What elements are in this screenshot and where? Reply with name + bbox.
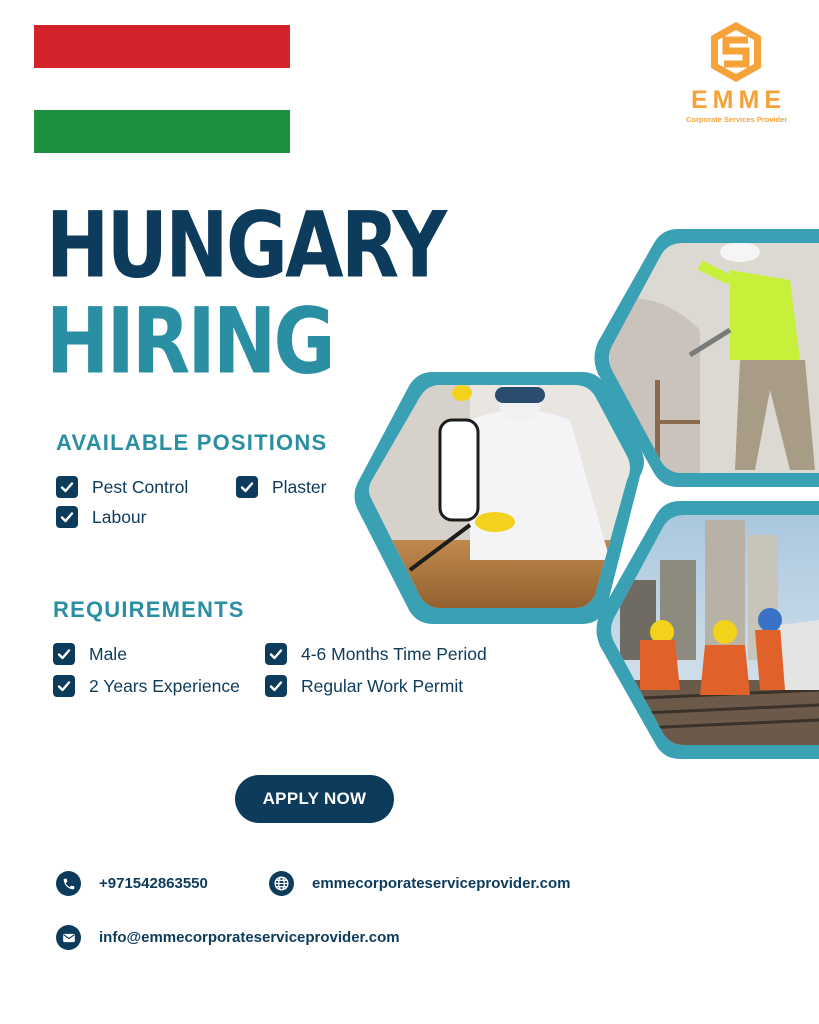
contact-website[interactable]: [269, 871, 570, 896]
check-icon: [236, 476, 258, 498]
hungary-flag: [34, 25, 290, 153]
position-label: Pest Control: [92, 476, 189, 497]
check-icon: [53, 675, 75, 697]
requirement-label: Male: [89, 643, 127, 664]
plaster-photo-frame: [595, 229, 819, 487]
email-address: info@emmecorporateserviceprovider.com: [99, 929, 400, 946]
check-icon: [265, 675, 287, 697]
position-item: [56, 476, 188, 498]
logo-tagline: Corporate Services Provider: [686, 115, 788, 124]
position-label: Plaster: [272, 476, 327, 497]
emme-logo: [686, 20, 786, 124]
flag-stripe-red: [34, 25, 290, 68]
requirement-item: [53, 675, 240, 697]
website-url: emmecorporateserviceprovider.com: [312, 875, 571, 892]
pest-control-photo: [360, 378, 640, 620]
requirement-item: [265, 675, 463, 697]
check-icon: [53, 643, 75, 665]
position-label: Labour: [92, 506, 147, 527]
contact-phone[interactable]: [56, 871, 208, 896]
logo-wordmark: EMME: [691, 86, 786, 114]
phone-number: +971542863550: [99, 875, 208, 892]
logo-mark-icon: [708, 20, 764, 84]
requirement-label: 2 Years Experience: [89, 675, 240, 696]
check-icon: [56, 506, 78, 528]
requirement-label: 4-6 Months Time Period: [301, 643, 487, 664]
plaster-photo: [600, 240, 819, 480]
pest-control-photo-frame: [355, 372, 645, 624]
labour-photo: [600, 510, 819, 750]
check-icon: [265, 643, 287, 665]
phone-icon: [56, 871, 81, 896]
check-icon: [56, 476, 78, 498]
position-item: [56, 506, 147, 528]
apply-now-button[interactable]: APPLY NOW: [235, 775, 394, 823]
flag-stripe-green: [34, 110, 290, 153]
positions-title: AVAILABLE POSITIONS: [56, 430, 328, 455]
requirement-label: Regular Work Permit: [301, 675, 464, 696]
mail-icon: [56, 925, 81, 950]
flag-stripe-white: [34, 68, 290, 111]
labour-photo-frame: [597, 501, 819, 759]
headline-country: HUNGARY: [46, 192, 445, 299]
globe-icon: [269, 871, 294, 896]
contact-email[interactable]: [56, 925, 400, 950]
headline-hiring: HIRING: [46, 288, 333, 395]
requirement-item: [53, 643, 127, 665]
position-item: [236, 476, 326, 498]
requirement-item: [265, 643, 487, 665]
requirements-title: REQUIREMENTS: [53, 597, 245, 622]
